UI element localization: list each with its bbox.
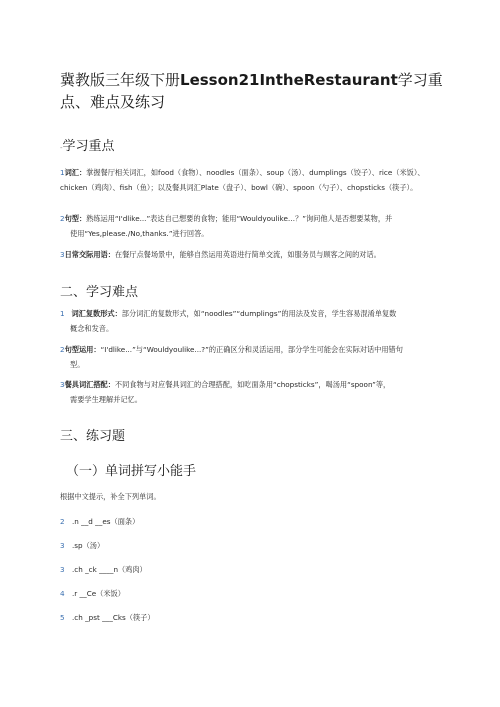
exercise-item: 4 .r __Ce（米饭） xyxy=(60,589,125,598)
section1-marker: - xyxy=(60,144,63,152)
section1-item-3: 3日常交际用语：在餐厅点餐场景中，能够自然运用英语进行简单交流，如服务员与顾客之间的对话。 xyxy=(60,250,381,259)
section3-heading: 三、练习题 xyxy=(60,429,126,444)
exercise-item: 2 .n __d __es（面条） xyxy=(60,517,140,526)
section3-instruction: 根据中文提示，补全下列单词。 xyxy=(60,492,161,501)
section2-item-1: 1 词汇复数形式：部分词汇的复数形式，如“noodles”“dumplings”的用法及发音，学生容易混淆单复数 概念和发音。 xyxy=(60,309,397,333)
section1-item-2: 2句型：熟练运用“I'dlike...”表达自己想要的食物；能用“Wouldyoulike…？”询问他人是否想要某物，并 使用“Yes,please./No,thanks.”进行回答。 xyxy=(60,214,393,238)
title-prefix: 冀教版三年级下册 xyxy=(60,71,181,89)
section1-heading: -学习重点 xyxy=(60,139,115,154)
exercise-item: 3 .sp（汤） xyxy=(60,541,105,550)
section2-item-2: 2句型运用：“I'dlike...”与“Wouldyoulike...?”的正确区分和灵活运用，部分学生可能会在实际对话中用错句 型。 xyxy=(60,345,403,369)
section2-item-3: 3餐具词汇搭配：不同食物与对应餐具词汇的合理搭配，如吃面条用“chopsticks”，喝汤用“spoon”等， 需要学生理解并记忆。 xyxy=(60,380,391,404)
section2-heading: 二、学习难点 xyxy=(60,285,139,300)
exercise-item: 5 .ch _pst ___Cks（筷子） xyxy=(60,613,155,622)
document-title xyxy=(60,69,450,113)
section3-subheading: （一）单词拼写小能手 xyxy=(66,464,197,479)
exercise-item: 3 .ch _ck ____n（鸡肉） xyxy=(60,565,147,574)
section1-item-1: 1词汇：掌握餐厅相关词汇，如food（食物）、noodles（面条）、soup（汤）、dumplings（饺子）、rice（米饭）、chicken（鸡肉）、fish（鱼）；以及餐具词汇Plate（盘子）、bowl（碗）、spoon（勺子）、chopsticks（筷子）。 xyxy=(60,168,425,192)
title-suffix: 学习重点、难点及练习 xyxy=(60,71,443,111)
title-lesson: Lesson21IntheRestaurant xyxy=(180,71,398,89)
